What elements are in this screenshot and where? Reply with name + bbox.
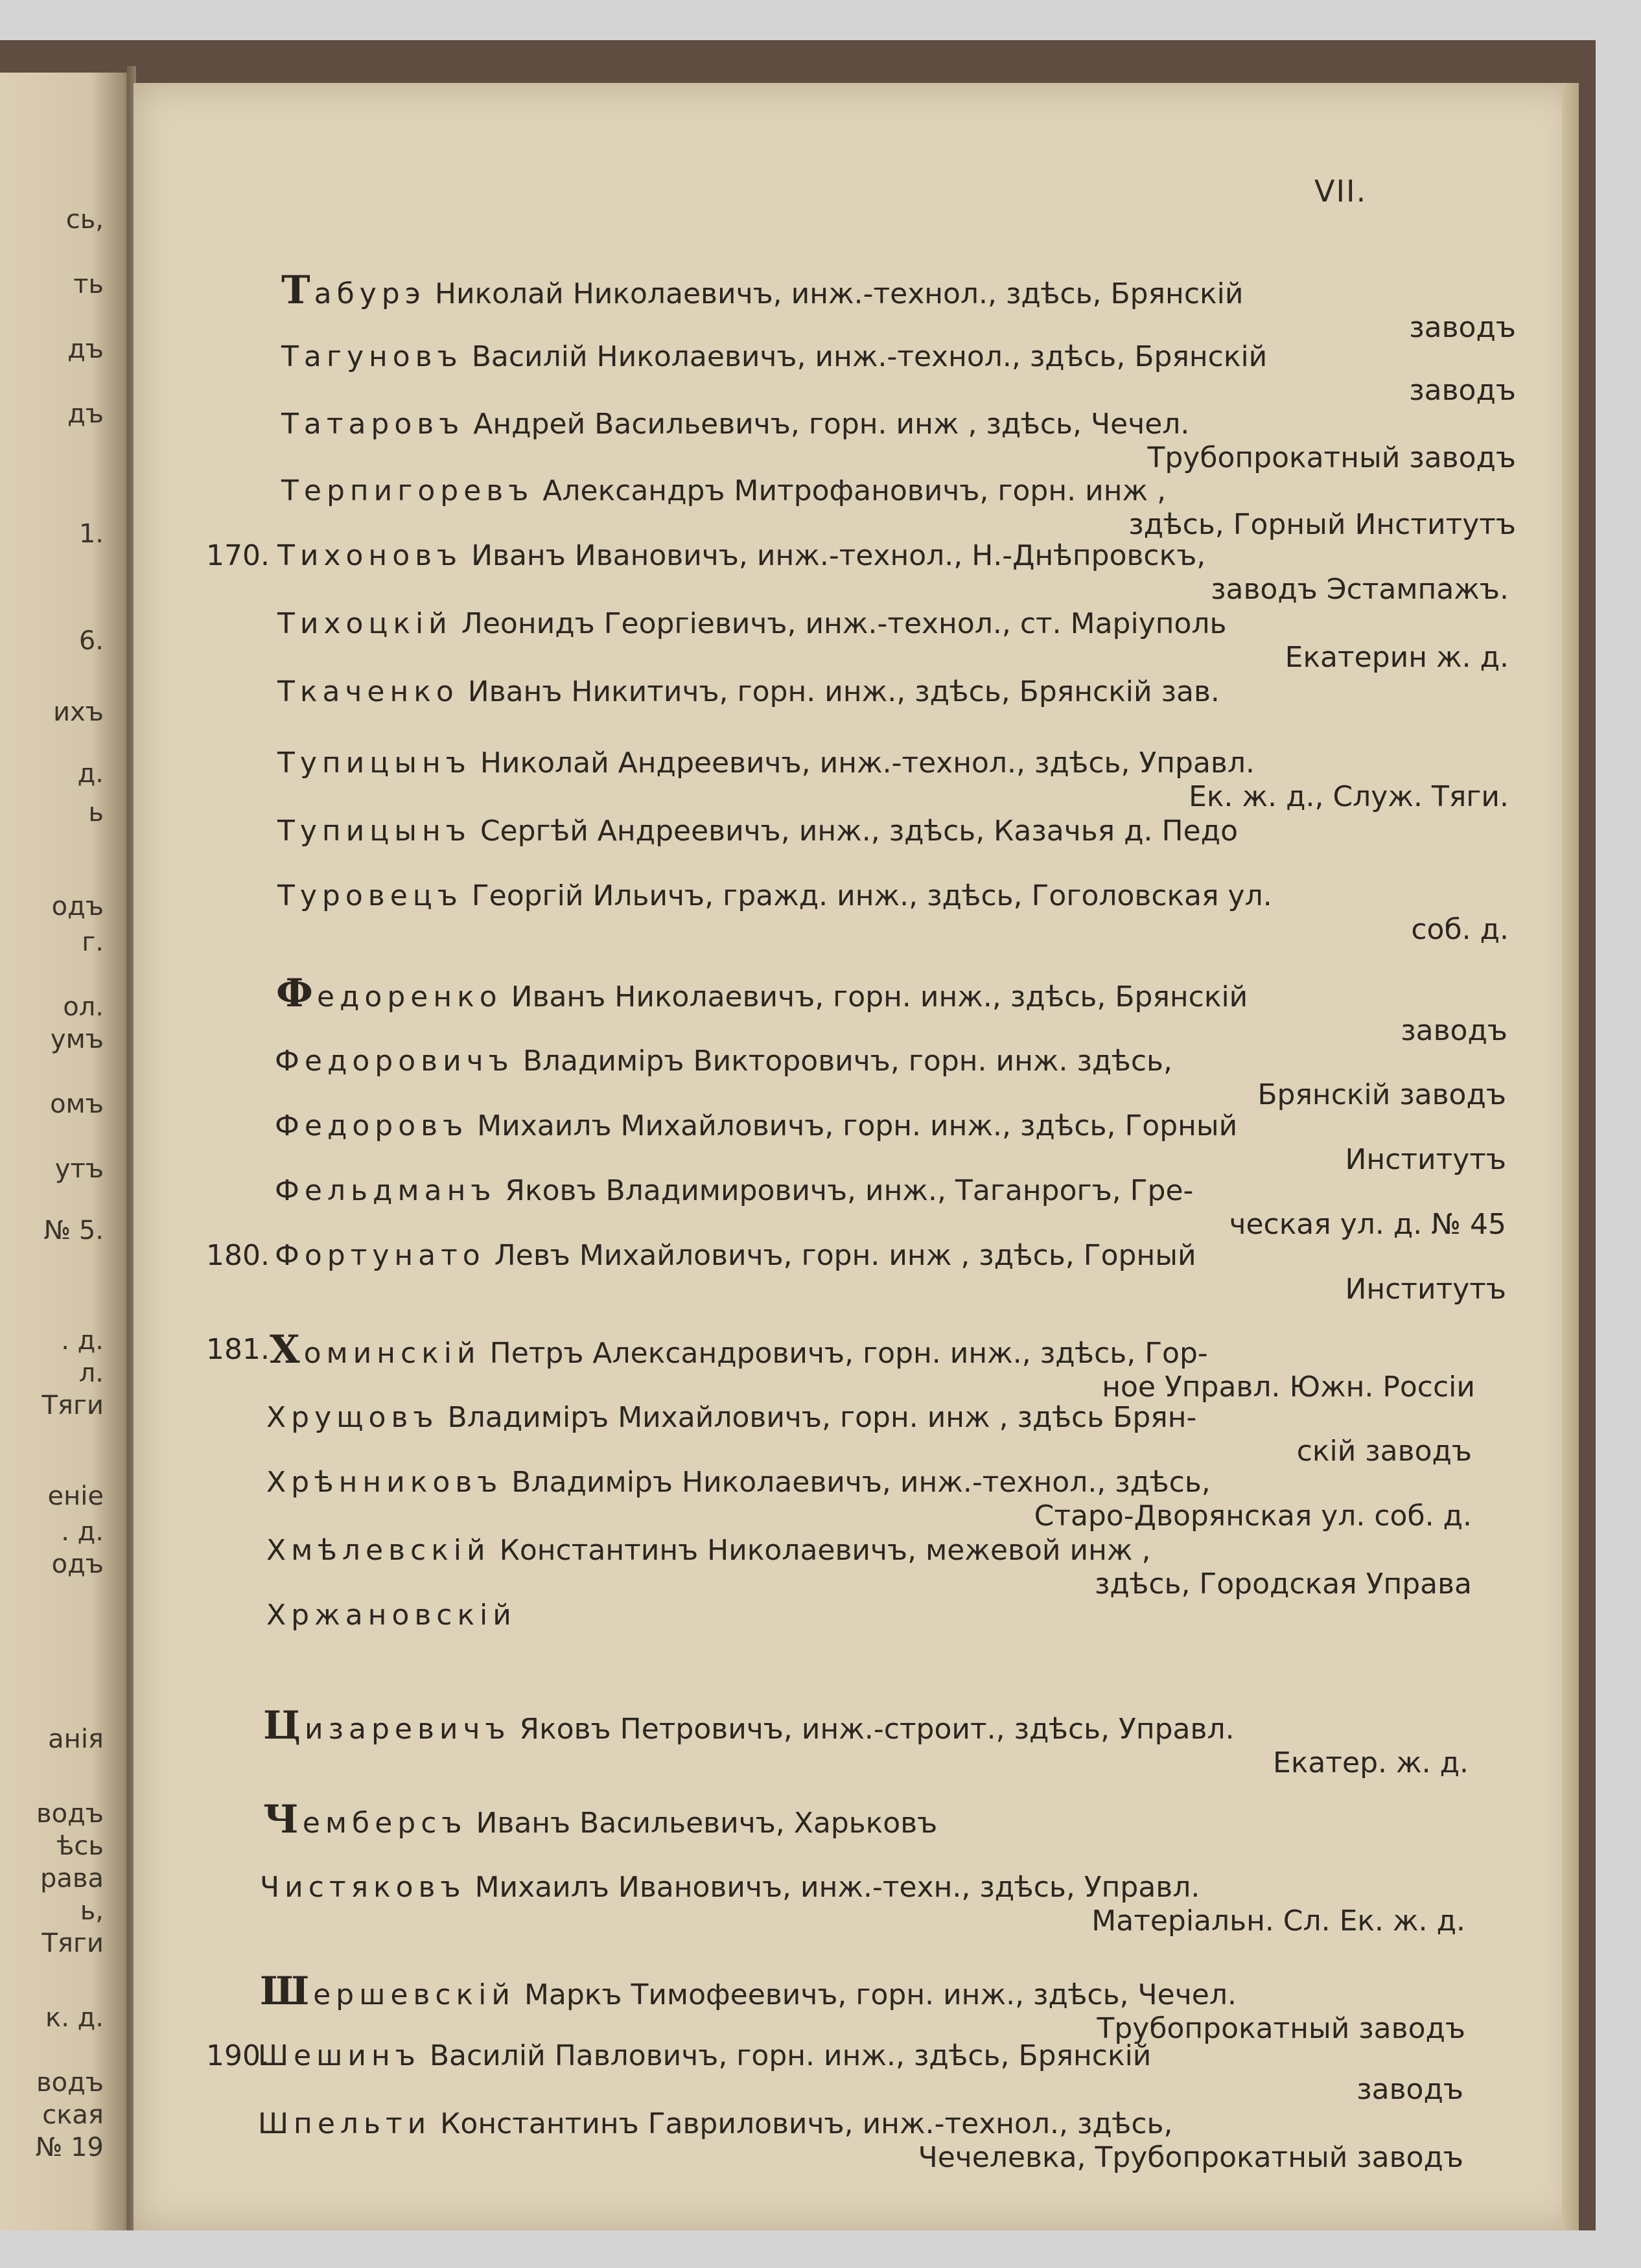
entry-surname: Фельдманъ [275,1174,496,1207]
entry-number: 180. [206,1239,270,1272]
entry-details: Михаилъ Михайловичъ, горн. инж., здѣсь, Горный [468,1109,1238,1142]
entry-line [281,474,1516,508]
entry-line [281,408,1516,441]
left-page-fragment: к. д. [45,2003,104,2033]
entry-continuation: Матеріальн. Сл. Ек. ж. д. [1091,1904,1465,1938]
section-initial: Ч [263,1797,303,1842]
entry-surname: Хоминскій [270,1327,481,1372]
entry-surname: Табурэ [281,268,426,313]
left-page-fragment: 6. [78,626,104,656]
entry-details: Левъ Михайловичъ, горн. инж , здѣсь, Горный [485,1239,1196,1272]
directory-entry [281,474,1516,542]
entry-surname: Тупицынъ [277,815,471,848]
entry-surname: Хмѣлевскій [266,1534,491,1567]
entry-line [266,1466,1472,1499]
entry-line [266,1534,1472,1568]
entry-details: Константинъ Гавриловичъ, инж.-технол., здѣсь, [431,2107,1173,2140]
directory-entry [260,1969,1465,2046]
entry-surname: Тихоновъ [277,539,463,572]
entry-details: Петръ Александровичъ, горн. инж., здѣсь, Гор- [480,1337,1208,1370]
left-page-fragment: утъ [54,1154,104,1184]
directory-entry [276,971,1507,1048]
entry-surname: Хрѣнниковъ [266,1466,503,1499]
entry-details: Василій Павловичъ, горн. инж., здѣсь, Брянскій [420,2039,1152,2072]
entry-surname: Хрущовъ [266,1401,439,1434]
entry-line [275,1174,1506,1208]
left-page-fragment: ская [42,2100,104,2130]
entry-details: Леонидъ Георгіевичъ, инж.-технол., ст. Маріуполь [452,607,1227,640]
entry-details: Маркъ Тимофеевичъ, горн. инж., здѣсь, Чечел. [515,1978,1237,2011]
entry-line [266,1401,1472,1435]
entry-details: Иванъ Ивановичъ, инж.-технол., Н.-Днѣпровскъ, [462,539,1206,572]
entry-line [263,1797,1469,1842]
entry-details: Владиміръ Михайловичъ, горн. инж , здѣсь Брян- [438,1401,1197,1434]
entry-details: Иванъ Васильевичъ, Харьковъ [467,1807,938,1840]
left-page-fragment: одъ [51,1549,104,1579]
entry-line [258,2107,1463,2141]
entry-surname: Тихоцкій [277,607,452,640]
left-page-fragment: дъ [67,334,104,364]
entry-continuation: здѣсь, Горный Институтъ [1128,508,1516,541]
directory-entry [263,1797,1469,1842]
left-page-fragment: ол. [63,992,104,1022]
entry-continuation: Ек. ж. д., Служ. Тяги. [1189,780,1509,813]
left-page-fragment: еніе [47,1481,104,1511]
entry-line [260,1969,1465,2014]
directory-entry [277,539,1509,607]
entry-continuation: заводъ Эстампажъ. [1211,573,1509,606]
entry-continuation: заводъ [1401,1014,1507,1047]
entry-continuation: Трубопрокатный заводъ [1097,2012,1465,2045]
entry-surname: Фортунато [275,1239,485,1272]
section-initial: Ф [276,971,317,1016]
directory-entry [277,675,1509,709]
entry-line [277,879,1509,913]
directory-entry [266,1599,1472,1632]
entry-continuation: здѣсь, Городская Управа [1094,1568,1472,1601]
entry-surname: Федоровъ [275,1109,469,1142]
entry-line [275,1239,1506,1273]
left-page-fragment: д. [77,759,104,789]
left-page-fragment: рава [40,1864,104,1893]
directory-entry [277,879,1509,947]
directory-entry [277,815,1509,848]
entry-surname: Чемберсъ [263,1797,467,1842]
directory-entry [281,340,1516,408]
left-page-fragment: № 19 [35,2133,104,2162]
left-page-fragment: водъ [36,1799,104,1829]
right-page [134,83,1579,2230]
directory-entry [258,2039,1463,2107]
section-initial: Т [281,268,314,313]
left-page-fragment: одъ [51,892,104,921]
entry-line [281,268,1516,313]
scanned-spread [0,40,1596,2230]
entry-line [266,1599,1472,1632]
directory-entry [277,746,1509,814]
left-page-fragment: умъ [50,1024,104,1054]
entry-surname: Туровецъ [277,879,463,912]
left-page-fragment: дъ [67,399,104,429]
entry-line [260,1871,1465,1904]
section-initial: Ш [260,1969,314,2014]
entry-details: Сергѣй Андреевичъ, инж., здѣсь, Казачья д. Педо [471,815,1239,848]
entry-line [277,746,1509,780]
entry-surname: Татаровъ [281,408,465,441]
left-page-fragment: ихъ [53,697,104,727]
directory-entry [277,607,1509,675]
entry-continuation: Екатерин ж. д. [1285,641,1509,674]
directory-entry [281,408,1516,475]
left-page-fragment: анія [48,1724,104,1754]
entry-continuation: заводъ [1409,311,1516,344]
entry-details: Николай Николаевичъ, инж.-технол., здѣсь, Брянскій [425,277,1244,310]
entry-surname: Тагуновъ [281,340,463,373]
directory-entry [266,1534,1472,1601]
directory-entry [275,1109,1506,1177]
left-page-fragment: ь, [80,1896,104,1926]
entry-surname: Шешинъ [258,2039,421,2072]
entry-line [263,1703,1469,1748]
entry-surname: Шпельти [258,2107,432,2140]
directory-entry [260,1871,1465,1938]
entry-number: 181. [206,1333,270,1366]
left-page-fragment: . д. [61,1517,104,1547]
left-page-fragment: Тяги [41,1928,104,1958]
left-page-fragment: водъ [36,2068,104,2098]
directory-entry [263,1703,1469,1780]
entry-details: Николай Андреевичъ, инж.-технол., здѣсь, Управл. [471,746,1255,780]
entry-details: Константинъ Николаевичъ, межевой инж , [490,1534,1151,1567]
entry-surname: Цизаревичъ [263,1703,511,1748]
entry-surname: Тупицынъ [277,746,471,780]
entry-continuation: Институтъ [1345,1273,1506,1306]
entry-surname: Хржановскій [266,1599,517,1632]
left-page-fragment: сь, [65,205,104,235]
entry-continuation: ческая ул. д. № 45 [1229,1208,1506,1241]
page-number: VII. [1314,174,1368,209]
entry-details: Василій Николаевичъ, инж.-технол., здѣсь, Брянскій [462,340,1268,373]
entry-details: Александръ Митрофановичъ, горн. инж , [533,474,1167,507]
entry-surname: Шершевскій [260,1969,515,2014]
directory-entry [275,1045,1506,1112]
entry-continuation: Брянскій заводъ [1257,1078,1506,1111]
entry-continuation: Институтъ [1345,1143,1506,1176]
section-initial: Х [270,1327,304,1372]
entry-continuation: Трубопрокатный заводъ [1147,441,1516,474]
entry-details: Иванъ Никитичъ, горн. инж., здѣсь, Брянскій зав. [458,675,1220,708]
directory-entry [281,268,1516,345]
left-page-fragment: Тяги [41,1391,104,1420]
entry-surname: Чистяковъ [260,1871,466,1904]
entry-details: Андрей Васильевичъ, горн. инж , здѣсь, Чечел. [464,408,1190,441]
left-page-fragment: ть [73,270,104,299]
entry-number: 170. [206,539,270,572]
entry-line [258,2039,1463,2073]
entry-surname: Федоренко [276,971,502,1016]
entry-details: Яковъ Петровичъ, инж.-строит., здѣсь, Управл. [510,1713,1235,1746]
left-page-fragment: омъ [50,1089,104,1119]
entry-line [277,539,1509,573]
left-page-fragment: № 5. [43,1216,104,1245]
entry-continuation: скій заводъ [1296,1435,1472,1468]
entry-surname: Ткаченко [277,675,459,708]
entry-continuation: Старо-Дворянская ул. соб. д. [1034,1499,1472,1533]
entry-line [270,1327,1475,1372]
entry-line [275,1109,1506,1143]
entry-details: Владиміръ Викторовичъ, горн. инж. здѣсь, [513,1045,1172,1078]
left-page-fragment: ь [88,798,104,827]
entry-number: 190. [206,2039,270,2072]
entry-details: Михаилъ Ивановичъ, инж.-техн., здѣсь, Управл. [465,1871,1200,1904]
entry-details: Георгій Ильичъ, гражд. инж., здѣсь, Гоголовская ул. [462,879,1272,912]
entry-continuation: заводъ [1409,374,1516,407]
page-edge-shadow [1562,83,1579,2230]
entry-surname: Федоровичъ [275,1045,514,1078]
entry-details: Иванъ Николаевичъ, горн. инж., здѣсь, Брянскій [502,980,1248,1013]
entry-surname: Терпигоревъ [281,474,534,507]
entry-line [277,815,1509,848]
entry-line [277,675,1509,709]
left-page-fragment: . д. [61,1326,104,1356]
left-page-fragment: 1. [78,519,104,549]
directory-entry [258,2107,1463,2175]
directory-entry [275,1239,1506,1306]
entry-line [276,971,1507,1016]
section-initial: Ц [263,1703,305,1748]
directory-entry [266,1466,1472,1533]
entry-line [281,340,1516,374]
entry-continuation: заводъ [1356,2073,1463,2106]
entry-line [277,607,1509,641]
directory-entry [275,1174,1506,1242]
left-page-fragment: г. [82,927,104,957]
entry-continuation: Екатер. ж. д. [1273,1746,1469,1779]
entry-line [275,1045,1506,1078]
entry-details: Яковъ Владимировичъ, инж., Таганрогъ, Гре- [496,1174,1194,1207]
left-page-edge [0,73,130,2230]
entry-continuation: Чечелевка, Трубопрокатный заводъ [918,2141,1463,2174]
directory-entry [270,1327,1475,1404]
left-page-fragment: ѣсь [56,1831,104,1861]
entry-details: Владиміръ Николаевичъ, инж.-технол., здѣсь, [502,1466,1211,1499]
directory-entry [266,1401,1472,1468]
entry-continuation: соб. д. [1411,913,1509,946]
entry-continuation: ное Управл. Южн. Россіи [1102,1371,1475,1404]
left-page-fragment: л. [78,1358,104,1388]
